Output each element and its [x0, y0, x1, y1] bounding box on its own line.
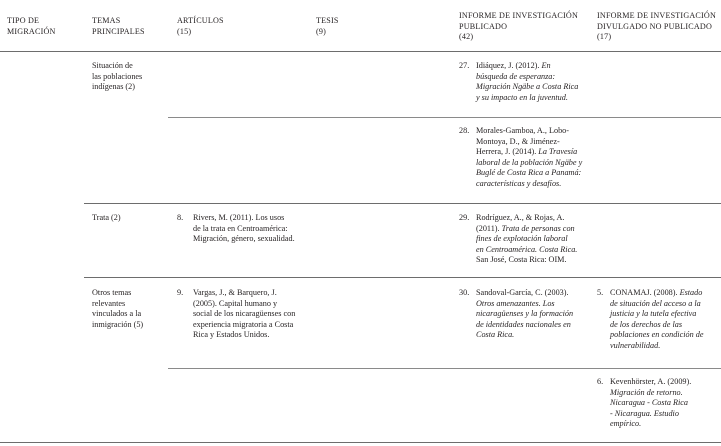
tema-trata: Trata (2): [92, 213, 121, 222]
ref-number: 9.: [177, 288, 184, 297]
reference-28: Morales-Gamboa, A., Lobo- Montoya, D., & Jiménez- Herrera, J. (2014). La Travesía laboral de la población Ngäbe y Buglé de Costa Rica a Panamá: características y desafíos.: [476, 126, 583, 188]
ref-number: 27.: [459, 61, 470, 70]
header-articulos: ARTÍCULOS (15): [177, 16, 224, 36]
header-informe-no-publicado: INFORME DE INVESTIGACIÓN DIVULGADO NO PUBLICADO (17): [597, 11, 717, 41]
row-divider: [84, 277, 721, 278]
reference-np-5: CONAMAJ. (2008). Estado de situación del acceso a la justicia y la tutela efectiva de los derechos de las poblaciones en condición de vulnerabilidad.: [610, 288, 704, 350]
header-tipo-migracion: TIPO DE MIGRACIÓN: [7, 16, 56, 36]
tema-indigenas: Situación de las poblaciones indígenas (2): [92, 61, 143, 92]
row-divider: [168, 368, 721, 369]
row-divider: [84, 203, 721, 204]
tema-otros: Otros temas relevantes vinculados a la inmigración (5): [92, 288, 144, 329]
ref-number: 6.: [597, 377, 604, 386]
ref-number: 8.: [177, 213, 184, 222]
ref-number: 30.: [459, 288, 470, 297]
row-divider: [168, 117, 721, 118]
ref-number: 29.: [459, 213, 470, 222]
header-temas-principales: TEMAS PRINCIPALES: [92, 16, 145, 36]
reference-30: Sandoval-García, C. (2003). Otros amenazantes. Los nicaragüenses y la formación de identidades nacionales en Costa Rica.: [476, 288, 574, 340]
bottom-rule: [0, 442, 721, 443]
header-rule: [0, 51, 721, 52]
header-tesis: TESIS (9): [316, 16, 339, 36]
reference-art-9: Vargas, J., & Barquero, J. (2005). Capital humano y social de los nicaragüenses con experiencia migratoria a Costa Rica y Estados Unidos.: [193, 288, 296, 340]
ref-number: 5.: [597, 288, 604, 297]
header-informe-publicado: INFORME DE INVESTIGACIÓN PUBLICADO (42): [459, 11, 579, 41]
reference-np-6: Kevenhörster, A. (2009). Migración de retorno. Nicaragua - Costa Rica - Nicaragua. Estudio empírico.: [610, 377, 692, 429]
ref-number: 28.: [459, 126, 470, 135]
reference-art-8: Rivers, M. (2011). Los usos de la trata en Centroamérica: Migración, género, sexualidad.: [193, 213, 295, 244]
reference-29: Rodríguez, A., & Rojas, A. (2011). Trata de personas con fines de explotación laboral en Centroamérica. Costa Rica. San José, Costa Rica: OIM.: [476, 213, 578, 265]
reference-27: Idiáquez, J. (2012). En búsqueda de esperanza: Migración Ngäbe a Costa Rica y su impacto en la juventud.: [476, 61, 579, 102]
